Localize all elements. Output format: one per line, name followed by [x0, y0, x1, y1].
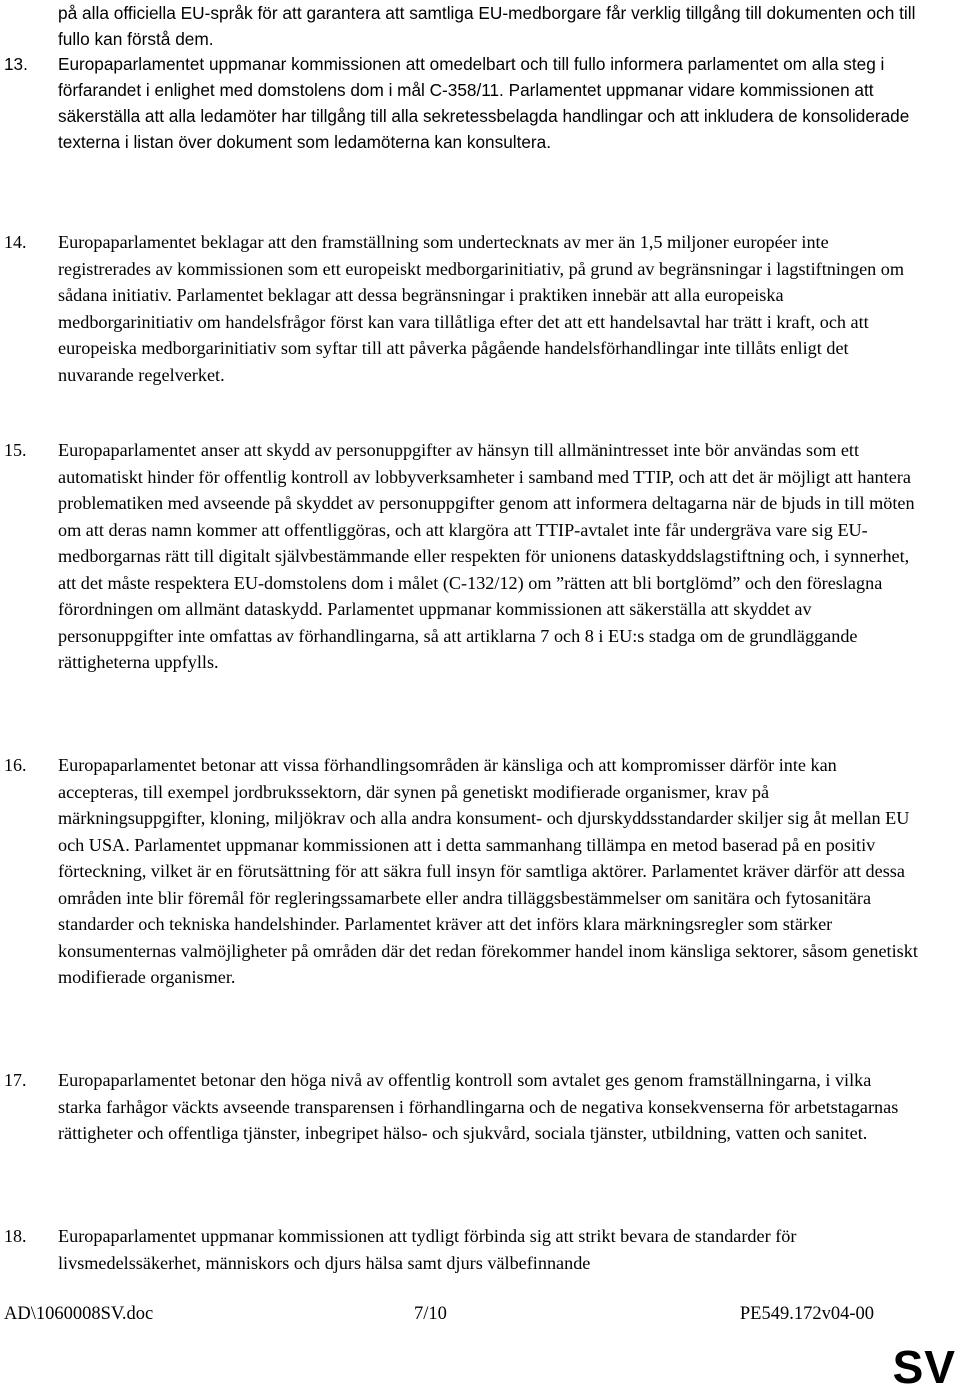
paragraph-number: 16.: [4, 755, 27, 775]
language-code: SV: [892, 1341, 956, 1393]
page-footer: [0, 1301, 960, 1327]
footer-doc-ref: AD\1060008SV.doc: [4, 1304, 154, 1324]
paragraph-number: 15.: [4, 440, 27, 460]
paragraph-text: Europaparlamentet anser att skydd av personuppgifter av hänsyn till allmänintresset inte bör användas som ett automatiskt hinder för offentlig kontroll av lobbyverksamheter i samband med TTIP, och att det är möjligt att hantera problematiken med avseende på skyddet av personuppgifter genom att informera deltagarna när de bjuds in till möten om att deras namn kommer att offentliggöras, och att klargöra att TTIP-avtalet inte får undergräva vare sig EU-medborgarnas rätt till digitalt självbestämmande eller respekten för unionens dataskyddslagstiftning och, i synnerhet, att det måste respektera EU-domstolens dom i målet (C-132/12) om ”rätten att bli bortglömd” och den föreslagna förordningen om allmänt dataskydd. Parlamentet uppmanar kommissionen att säkerställa att skyddet av personuppgifter inte omfattas av förhandlingarna, så att artiklarna 7 och 8 i EU:s stadga om de grundläggande rättigheterna uppfylls.: [58, 440, 915, 672]
lead-paragraph-continuation: på alla officiella EU-språk för att garantera att samtliga EU-medborgare får verklig tillgång till dokumenten och till fullo kan förstå dem.: [58, 3, 916, 49]
paragraph-number: 18.: [4, 1226, 27, 1246]
paragraph-text: Europaparlamentet beklagar att den framställning som undertecknats av mer än 1,5 miljoner européer inte registrerades av kommissionen som ett europeiskt medborgarinitiativ, på grund av begränsningar i lagstiftningen om sådana initiativ. Parlamentet beklagar att dessa begränsningar i praktiken innebär att alla europeiska medborgarinitiativ om handelsfrågor först kan vara tillåtliga efter det att ett handelsavtal har trätt i kraft, och att europeiska medborgarinitiativ som syftar till att påverka pågående handelsförhandlingar inte tillåts enligt det nuvarande regelverket.: [58, 232, 905, 385]
paragraph-text: Europaparlamentet uppmanar kommissionen att tydligt förbinda sig att strikt bevara de standarder för livsmedelssäkerhet, människors och djurs hälsa samt djurs välbefinnande: [58, 1226, 797, 1273]
paragraph-text: Europaparlamentet uppmanar kommissionen att omedelbart och till fullo informera parlamentet om alla steg i förfarandet i enlighet med domstolens dom i mål C‑358/11. Parlamentet uppmanar vidare kommissionen att säkerställa att alla ledamöter har tillgång till alla sekretessbelagda handlingar och att inkludera de konsoliderade texterna i listan över dokument som ledamöterna kan konsultera.: [58, 54, 910, 152]
paragraph-text: Europaparlamentet betonar att vissa förhandlingsområden är känsliga och att kompromisser därför inte kan accepteras, till exempel jordbrukssektorn, där synen på genetiskt modifierade organismer, krav på märkningsuppgifter, kloning, miljökrav och alla andra konsument- och djurskyddsstandarder skiljer sig åt mellan EU och USA. Parlamentet uppmanar kommissionen att i detta sammanhang tillämpa en metod baserad på en positiv förteckning, vilket är en förutsättning för att säkra full insyn för samtliga aktörer. Parlamentet kräver därför att dessa områden inte blir föremål för regleringssamarbete eller andra tilläggsbestämmelser om sanitära och fytosanitära standarder och tekniska handelshinder. Parlamentet kräver att det införs klara märkningsregler som stärker konsumenternas valmöjligheter på områden där det redan förekommer handel inom känsliga sektorer, såsom genetiskt modifierade organismer.: [58, 755, 918, 987]
paragraph-number: 14.: [4, 232, 27, 252]
footer-pe-number: PE549.172v04-00: [739, 1304, 874, 1324]
paragraph-text: Europaparlamentet betonar den höga nivå av offentlig kontroll som avtalet ges genom framställningarna, i vilka starka farhågor väckts avseende transparensen i förhandlingarna och de negativa konsekvenserna för arbetstagarnas rättigheter och offentliga tjänster, inbegripet hälso- och sjukvård, sociala tjänster, utbildning, vatten och sanitet.: [58, 1070, 899, 1143]
paragraph-number: 13.: [4, 54, 28, 74]
paragraph-number: 17.: [4, 1070, 27, 1090]
footer-page-number: 7/10: [414, 1304, 447, 1324]
